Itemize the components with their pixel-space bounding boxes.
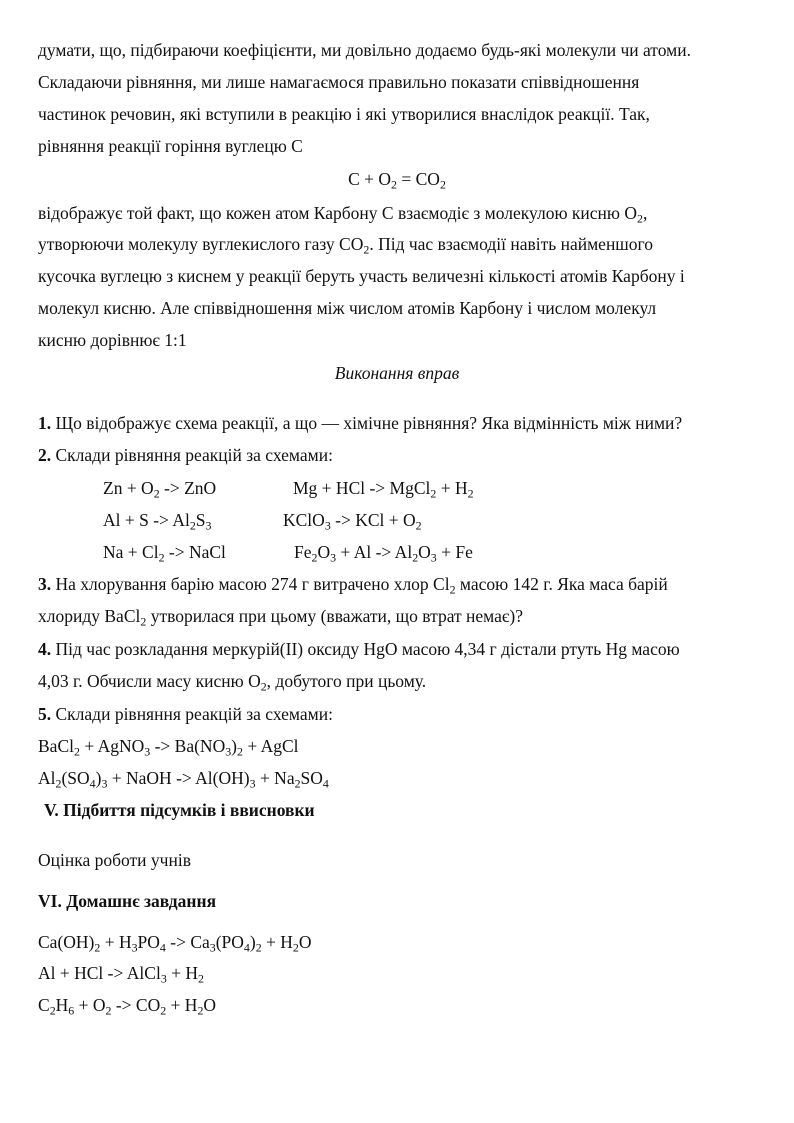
intro-line-9: кисню дорівнює 1:1 bbox=[38, 330, 187, 350]
evaluation-text: Оцінка роботи учнів bbox=[38, 850, 191, 870]
intro-line-6: утворюючи молекулу вуглекислого газу $CO_2$. Під час взаємодії навіть найменшого bbox=[38, 234, 654, 257]
task-5-equation-1: BaCl$_2$ + AgNO$_3$ -> $Ba(NO_3)_2$ + AgCl bbox=[38, 736, 299, 759]
scheme-1-left: $Zn + O_2$ -> ZnO bbox=[103, 478, 217, 501]
task-3-line-1: 3. На хлорування барію масою 274 г витрачено хлор $Cl_2$ масою 142 г. Яка маса барій bbox=[38, 574, 668, 597]
scheme-3-left: $Na + Cl_2$ -> NaCl bbox=[103, 542, 226, 565]
task-4-line-1: 4. Під час розкладання меркурій(II) оксиду HgO масою 4,34 г дістали ртуть Hg масою bbox=[38, 639, 680, 659]
scheme-3-right: $Fe_2O_3 + Al -> Al_2O_3 + Fe$ bbox=[294, 542, 473, 565]
intro-line-1: думати, що, підбираючи коефіцієнти, ми довільно додаємо будь-які молекули чи атоми. bbox=[38, 40, 691, 60]
scheme-2-right: KClO$_3$ -> KCl + $O_2$ bbox=[283, 510, 422, 533]
intro-line-7: кусочка вуглецю з киснем у реакції беруть участь величезні кількості атомів Карбону і bbox=[38, 266, 685, 286]
intro-line-2: Складаючи рівняння, ми лише намагаємося правильно показати співвідношення bbox=[38, 72, 640, 92]
task-5: 5. Склади рівняння реакцій за схемами: bbox=[38, 704, 333, 724]
homework-equation-3: $C_2H_6 + O_2 -> CO_2 + H_2O$ bbox=[38, 995, 217, 1018]
intro-line-4: рівняння реакції горіння вуглецю С bbox=[38, 136, 303, 156]
homework-equation-1: $Ca(OH)_2 + H_3PO_4 -> Ca_3(PO_4)_2 + H_2O$ bbox=[38, 932, 312, 955]
task-5-equation-2: $Al_2(SO_4)_3$ + NaOH -> $Al(OH)_3 + Na_2SO_4$ bbox=[38, 768, 329, 791]
intro-line-5: відображує той факт, що кожен атом Карбону С взаємодіє з молекулою кисню $O_2$, bbox=[38, 203, 648, 226]
scheme-1-right: Mg + HCl -> MgCl$_2$ + $H_2$ bbox=[293, 478, 474, 501]
combustion-equation: $C + O_2 = CO_2$ bbox=[348, 169, 446, 192]
scheme-2-left: $Al + S -> Al_2S_3$ bbox=[103, 510, 212, 533]
intro-line-8: молекул кисню. Але співвідношення між числом атомів Карбону і числом молекул bbox=[38, 298, 657, 318]
section-5-heading: V. Підбиття підсумків і ввисновки bbox=[44, 800, 315, 820]
task-1: 1. Що відображує схема реакції, а що — хімічне рівняння? Яка відмінність між ними? bbox=[38, 413, 683, 433]
intro-line-3: частинок речовин, які вступили в реакцію і які утворилися внаслідок реакції. Так, bbox=[38, 104, 650, 124]
section-6-heading: VI. Домашнє завдання bbox=[38, 891, 217, 911]
homework-equation-2: Al + HCl -> AlCl$_3$ + $H_2$ bbox=[38, 963, 204, 986]
task-3-line-2: хлориду BaCl$_2$ утворилася при цьому (вважати, що втрат немає)? bbox=[38, 606, 523, 629]
task-4-line-2: 4,03 г. Обчисли масу кисню $O_2$, добутого при цьому. bbox=[38, 671, 427, 694]
exercises-heading: Виконання вправ bbox=[334, 363, 460, 383]
task-2: 2. Склади рівняння реакцій за схемами: bbox=[38, 445, 333, 465]
